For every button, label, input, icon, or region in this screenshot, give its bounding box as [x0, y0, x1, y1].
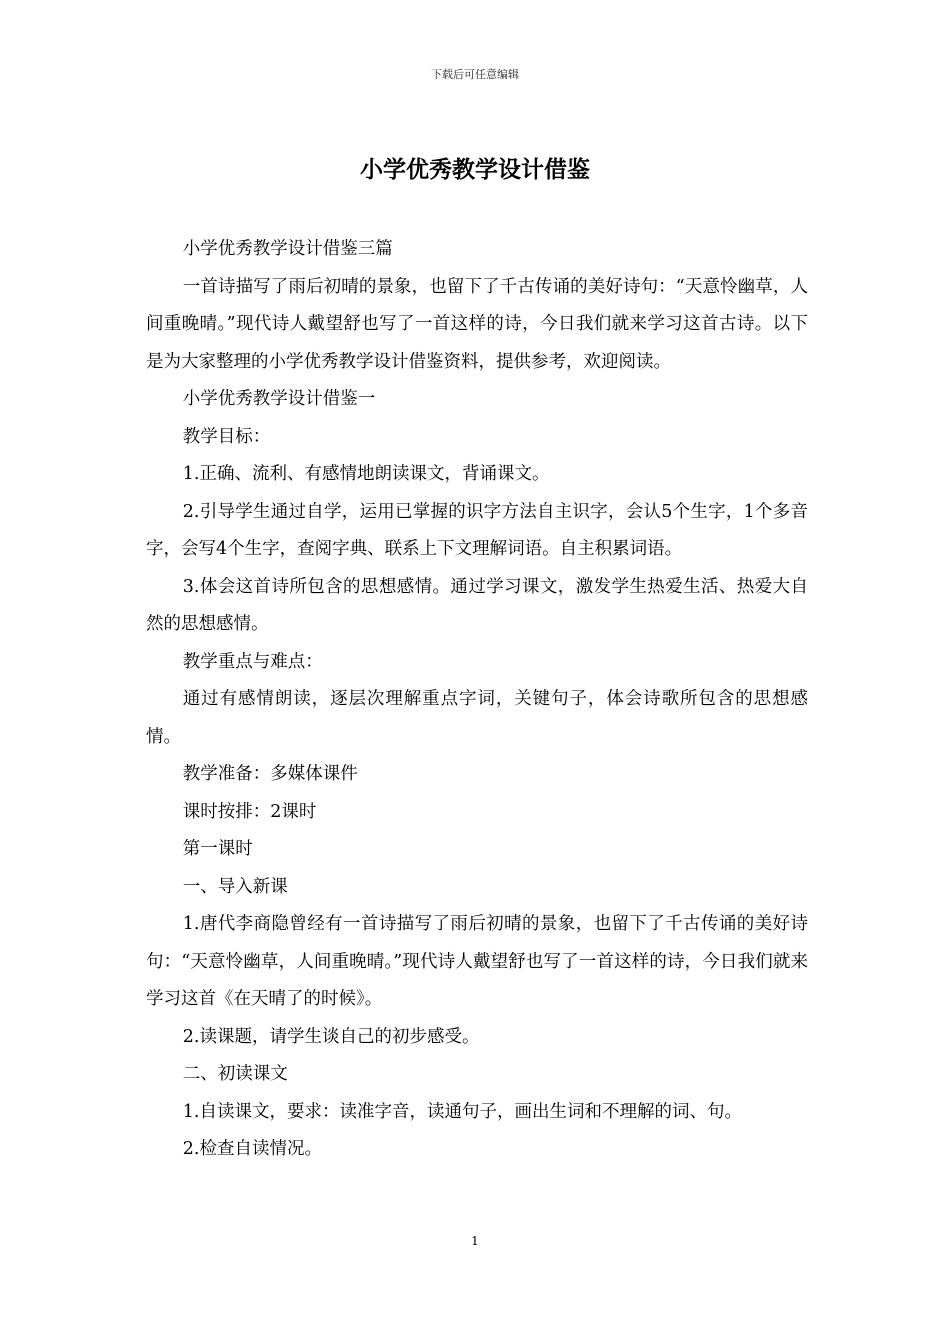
paragraph: 1.正确、流利、有感情地朗读课文，背诵课文。 [182, 464, 550, 484]
paragraph: 课时按排：2课时 [182, 801, 317, 822]
paragraph: 一首诗描写了雨后初晴的景象，也留下了千古传诵的美好诗句：“天意怜幽草，人间重晚晴。”现代诗人戴望舒也写了一首这样的诗，今日我们就来学习这首古诗。以下是为大家整理的小学优秀教学设计借鉴资料，提供参考，欢迎阅读。 [146, 276, 808, 372]
paragraph: 2.引导学生通过自学，运用已掌握的识字方法自主识字，会认5个生字，1个多音字，会写4个生字，查阅字典、联系上下文理解词语。自主积累词语。 [146, 501, 808, 559]
header-note: 下载后可任意编辑 [431, 68, 519, 81]
paragraph: 3.体会这首诗所包含的思想感情。通过学习课文，激发学生热爱生活、热爱大自然的思想感情。 [146, 576, 808, 634]
paragraph: 教学重点与难点： [182, 651, 323, 672]
paragraph: 2.检查自读情况。 [182, 1139, 322, 1159]
page-number: 1 [471, 1234, 479, 1248]
paragraph: 教学目标： [182, 426, 271, 447]
paragraph: 第一课时 [182, 839, 253, 859]
paragraph: 1.唐代李商隐曾经有一首诗描写了雨后初晴的景象，也留下了千古传诵的美好诗句：“天意怜幽草，人间重晚晴。”现代诗人戴望舒也写了一首这样的诗，今日我们就来学习这首《在天晴了的时候》。 [146, 914, 808, 1009]
paragraph: 教学准备：多媒体课件 [182, 764, 358, 784]
paragraph: 1.自读课文，要求：读准字音，读通句子，画出生词和不理解的词、句。 [182, 1101, 742, 1122]
paragraph: 2.读课题，请学生谈自己的初步感受。 [182, 1026, 480, 1047]
paragraph: 小学优秀教学设计借鉴一 [182, 389, 376, 409]
document-title: 小学优秀教学设计借鉴 [360, 156, 590, 183]
paragraph: 通过有感情朗读，逐层次理解重点字词，关键句子，体会诗歌所包含的思想感情。 [146, 689, 808, 747]
document-body [146, 231, 808, 1169]
paragraph: 二、初读课文 [182, 1064, 288, 1084]
paragraph: 一、导入新课 [182, 876, 288, 897]
paragraph: 小学优秀教学设计借鉴三篇 [182, 239, 393, 259]
